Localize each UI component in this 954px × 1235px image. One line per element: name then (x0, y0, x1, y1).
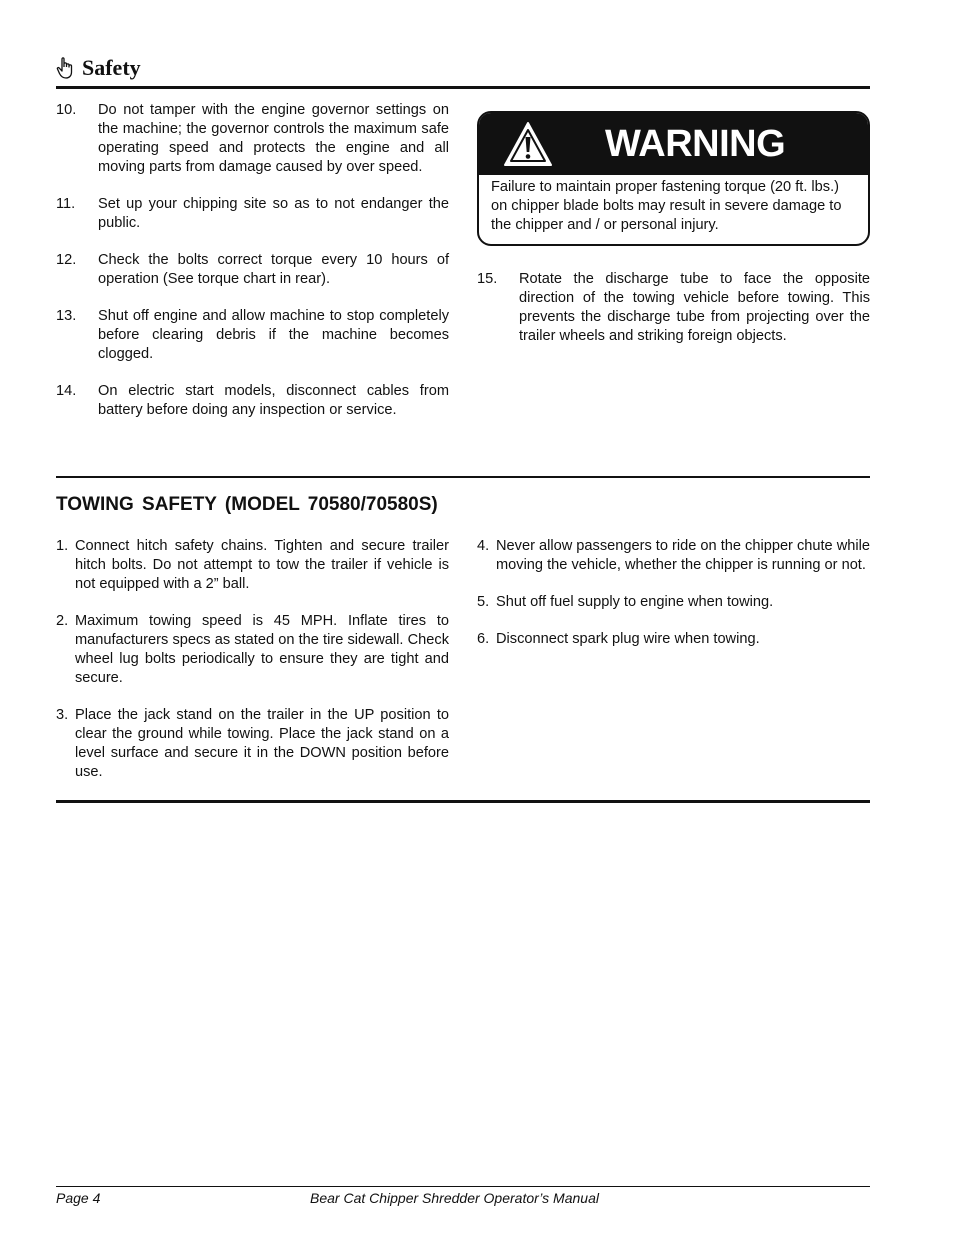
item-number: 3. (56, 707, 69, 723)
item-text: Rotate the discharge tube to face the opposite direction of the towing vehicle before towing. This prevents the discharge tube from projecting over the trailer wheels and striking foreign objects. (519, 271, 870, 344)
pointing-hand-icon (56, 56, 78, 80)
manual-title: Bear Cat Chipper Shredder Operator’s Manual (310, 1190, 599, 1206)
warning-triangle-icon (503, 121, 553, 167)
towing-section-title: TOWING SAFETY (MODEL 70580/70580S) (56, 494, 438, 515)
item-text: Set up your chipping site so as to not endanger the public. (98, 196, 449, 231)
list-item (56, 195, 449, 233)
item-number: 1. (56, 538, 69, 554)
warning-box (477, 111, 870, 246)
section-header (56, 52, 870, 89)
item-number: 13. (56, 308, 77, 324)
item-text: Do not tamper with the engine governor settings on the machine; the governor controls the maximum safe operating speed and protects the engine and all moving parts from damage caused by over speed. (98, 102, 449, 175)
list-item (477, 537, 870, 575)
list-item (56, 101, 449, 177)
page-number: Page 4 (56, 1190, 101, 1206)
item-text: Never allow passengers to ride on the chipper chute while moving the vehicle, whether the chipper is running or not. (496, 538, 870, 573)
item-number: 15. (477, 271, 498, 287)
list-item (477, 630, 870, 649)
item-text: On electric start models, disconnect cables from battery before doing any inspection or service. (98, 383, 449, 418)
item-text: Connect hitch safety chains. Tighten and secure trailer hitch bolts. Do not attempt to tow the trailer if vehicle is not equipped with a 2” ball. (75, 538, 449, 592)
item-number: 10. (56, 102, 77, 118)
item-text: Shut off fuel supply to engine when towing. (496, 594, 774, 610)
item-number: 12. (56, 252, 77, 268)
list-item (56, 612, 449, 688)
page-footer (56, 1186, 870, 1210)
towing-list-right (477, 537, 870, 667)
list-item (56, 537, 449, 594)
item-text: Place the jack stand on the trailer in the UP position to clear the ground while towing. Place the jack stand on a level surface and secure it in the DOWN position before use. (75, 707, 449, 780)
warning-banner (479, 113, 868, 175)
list-item (56, 251, 449, 289)
item-text: Maximum towing speed is 45 MPH. Inflate tires to manufacturers specs as stated on the tire sidewall. Check wheel lug bolts periodically to ensure they are tight and secure. (75, 613, 449, 686)
list-item (477, 270, 870, 346)
towing-list-left (56, 537, 449, 800)
page-title: Safety (82, 55, 141, 80)
list-item (56, 307, 449, 364)
safety-list-right (477, 270, 870, 364)
warning-title: WARNING (605, 122, 786, 165)
item-number: 2. (56, 613, 69, 629)
item-text: Shut off engine and allow machine to stop completely before clearing debris if the machine becomes clogged. (98, 308, 449, 362)
item-text: Disconnect spark plug wire when towing. (496, 631, 760, 647)
section-divider (56, 800, 870, 803)
safety-list-left (56, 101, 449, 438)
section-divider (56, 476, 870, 478)
item-number: 14. (56, 383, 77, 399)
warning-text: Failure to maintain proper fastening torque (20 ft. lbs.) on chipper blade bolts may result in severe damage to the chipper and / or personal injury. (491, 179, 842, 233)
list-item (56, 382, 449, 420)
item-number: 4. (477, 538, 490, 554)
item-text: Check the bolts correct torque every 10 hours of operation (See torque chart in rear). (98, 252, 449, 287)
item-number: 6. (477, 631, 490, 647)
item-number: 11. (56, 196, 76, 212)
list-item (477, 593, 870, 612)
list-item (56, 706, 449, 782)
item-number: 5. (477, 594, 490, 610)
